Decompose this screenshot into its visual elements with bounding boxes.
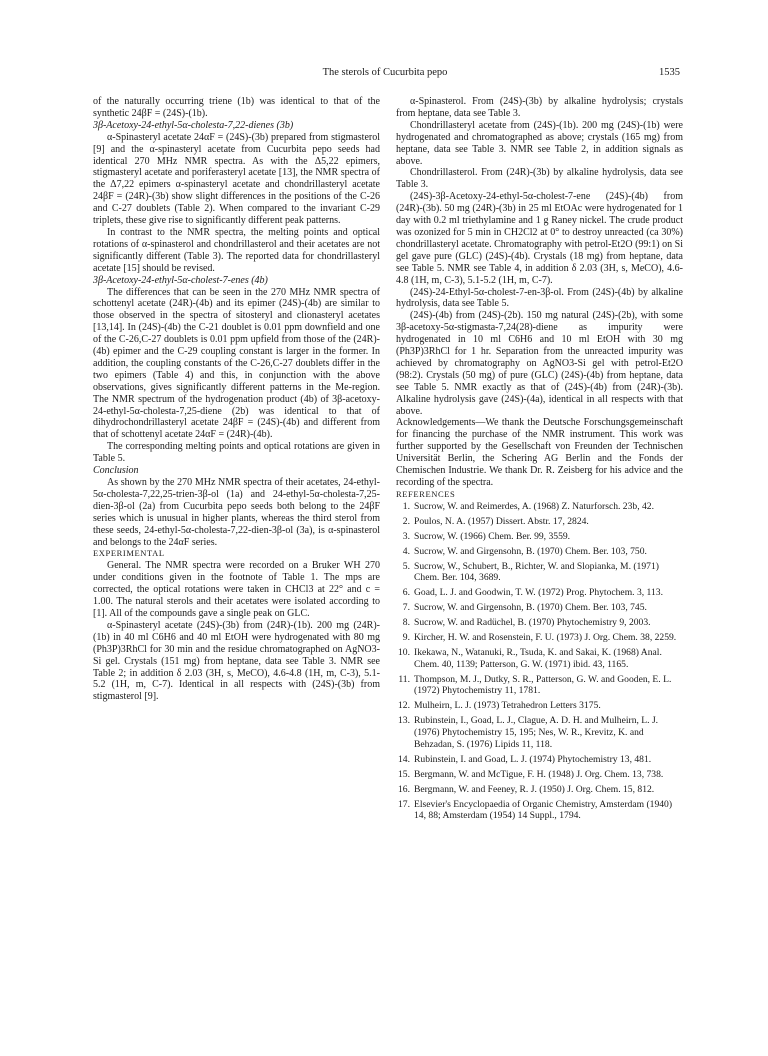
paragraph: Chondrillasterol. From (24R)-(3b) by alkaline hydrolysis, data see Table 3. [396,167,683,191]
reference-number: 17. [398,798,410,810]
reference-item [396,546,683,558]
reference-text: Sucrow, W. and Reimerdes, A. (1968) Z. Naturforsch. 23b, 42. [414,500,654,512]
reference-text: Elsevier's Encyclopaedia of Organic Chemistry, Amsterdam (1940) 14, 88; Amsterdam (1954) 14 Suppl., 1794. [414,798,673,822]
reference-text: Bergmann, W. and Feeney, R. J. (1950) J. Org. Chem. 15, 812. [414,783,655,795]
references-list [396,501,683,822]
paragraph: (24S)-24-Ethyl-5α-cholest-7-en-3β-ol. From (24S)-(4b) by alkaline hydrolysis, data see Table 5. [396,286,683,310]
conclusion-heading: Conclusion [93,465,139,477]
reference-number: 9. [402,632,410,644]
paragraph: α-Spinasteryl acetate (24S)-(3b) from (24R)-(1b). 200 mg (24R)-(1b) in 40 ml C6H6 and 40 ml EtOH were hydrogenated with 80 mg (Ph3P)3RhCl for 30 min and the residue chromatographed on AgNO3-Si gel. Crystals (151 mg) from heptane, data see Table 3. NMR see Table 2; in addition δ 2.03 (3H, s, MeCO), 4.6-4.8 (1H, m, C-3), 5.1-5.2 (1H, m, C-7). Identical in all respects with (24S)-(3b) from stigmasterol [9]. [93,619,380,703]
reference-text: Mulheirn, L. J. (1973) Tetrahedron Letters 3175. [414,700,601,712]
reference-item [396,700,683,712]
reference-number: 12. [398,700,410,712]
right-column [396,96,683,825]
reference-item [396,501,683,513]
reference-item [396,715,683,750]
reference-text: Thompson, M. J., Dutky, S. R., Patterson, G. W. and Gooden, E. L. (1972) Phytochemistry 11, 1781. [414,673,672,697]
reference-item [396,617,683,629]
reference-text: Poulos, N. A. (1957) Dissert. Abstr. 17, 2824. [414,515,589,527]
reference-text: Rubinstein, I. and Goad, L. J. (1974) Phytochemistry 13, 481. [414,753,652,765]
reference-number: 1. [402,500,410,512]
reference-number: 3. [402,530,410,542]
reference-text: Goad, L. J. and Goodwin, T. W. (1972) Prog. Phytochem. 3, 113. [414,587,663,599]
paragraph: (24S)-3β-Acetoxy-24-ethyl-5α-cholest-7-ene (24S)-(4b) from (24R)-(3b). 50 mg (24R)-(3b) in 25 ml EtOAc were hydrogenated for 1 day with 0.2 ml triethylamine and 1 g Raney nickel. The crude product was ozonized for 5 min in CH2Cl2 at 0° to destroy unreacted (ca 30%) chondrillasteryl acetate. Chromatography with petrol-Et2O (99:1) on Si gel gave pure (GLC) (24S)-(4b). Crystals (18 mg) from heptane, data see Table 5. NMR see Table 4, in addition δ 2.03 (3H, s, MeCO), 4.6-4.8 (1H, m, C-3), 5.1-5.2 (1H, m, C-7). [396,191,683,286]
paragraph: General. The NMR spectra were recorded on a Bruker WH 270 under conditions given in the footnote of Table 1. The mps are corrected, the optical rotations were taken in CHCl3 at 22° and c = 1.00. The natural sterols and their acetates were isolated according to [1]. All of the compounds gave a single peak on GLC. [93,560,380,619]
reference-text: Sucrow, W. and Radüchel, B. (1970) Phytochemistry 9, 2003. [414,617,651,629]
reference-item [396,674,683,697]
reference-item [396,561,683,584]
reference-text: Ikekawa, N., Watanuki, R., Tsuda, K. and Sakai, K. (1968) Anal. Chem. 40, 1139; Patterson, G. W. (1971) ibid. 43, 1165. [414,647,662,670]
paragraph: The differences that can be seen in the 270 MHz NMR spectra of schottenyl acetate (24R)-(4b) and its epimer (24S)-(4b) are similar to those observed in the spectra of sitosteryl and clionasteryl acetates [13,14]. In (24S)-(4b) the C-21 doublet is 0.01 ppm downfield and one of the C-26,C-27 doublets is 0.01 ppm upfield from those of the (24R)-(4b) epimer and the C-29 coupling constant is larger in the former. In addition, the coupling constants of the C-26,C-27 doublets differ in the two epimers (Table 4) and this, in conjunction with the above observations, gives significantly different patterns in the Me-region. The NMR spectrum of the hydrogenation product (4b) of 3β-acetoxy-24-ethyl-5α-cholesta-7,25-diene (2b) was identical to that of dihydrochondrillasteryl acetate 24βF = (24S)-(4b) and different from that of schottenyl acetate 24αF = (24R)-(4b). [93,286,380,441]
reference-number: 15. [398,768,410,780]
reference-number: 4. [402,545,410,557]
reference-number: 14. [398,753,410,765]
subsection-heading: 3β-Acetoxy-24-ethyl-5α-cholesta-7,22-dienes (3b) [93,119,294,131]
reference-number: 2. [402,515,410,527]
paragraph: Chondrillasteryl acetate from (24S)-(1b). 200 mg (24S)-(1b) were hydrogenated and chromatographed as above; crystals (165 mg) from heptane, data see Table 3. NMR see Table 2, in addition signals as above. [396,119,683,167]
left-column [93,96,380,703]
references-heading: REFERENCES [396,488,456,499]
reference-item [396,531,683,543]
reference-text: Kircher, H. W. and Rosenstein, F. U. (1973) J. Org. Chem. 38, 2259. [414,632,677,644]
paragraph: In contrast to the NMR spectra, the melting points and optical rotations of α-spinasterol and chondrillasterol and their acetates are not significantly different (Table 3). The reported data for chondrillasteryl acetate [15] should be revised. [93,226,380,274]
reference-number: 10. [398,647,410,659]
experimental-heading: EXPERIMENTAL [93,548,165,559]
reference-item [396,754,683,766]
running-title: The sterols of Cucurbita pepo [322,67,448,78]
reference-text: Sucrow, W. (1966) Chem. Ber. 99, 3559. [414,530,571,542]
paragraph: (24S)-(4b) from (24S)-(2b). 150 mg natural (24S)-(2b), with some 3β-acetoxy-5α-stigmasta-7,24(28)-diene as impurity were hydrogenated in 10 ml C6H6 and 10 ml EtOH with 30 mg (Ph3P)3RhCl for 1 hr. Separation from the unreacted impurity was achieved by chromatography on AgNO3-Si gel with petrol-Et2O (98:2). Crystals (50 mg) of pure (GLC) (24S)-(4b) from heptane, data see Table 5. NMR exactly as that of (24S)-(4b) from (24R)-(3b). Alkaline hydrolysis gave (24S)-(4a), identical in all respects with that above. [396,310,683,417]
reference-item [396,769,683,781]
reference-item [396,784,683,796]
reference-text: Sucrow, W. and Girgensohn, B. (1970) Chem. Ber. 103, 745. [414,602,647,614]
reference-text: Sucrow, W., Schubert, B., Richter, W. and Slopianka, M. (1971) Chem. Ber. 104, 3689. [414,560,659,584]
reference-number: 16. [398,783,410,795]
reference-number: 6. [402,587,410,599]
reference-number: 11. [398,673,410,685]
reference-number: 5. [402,560,410,572]
reference-number: 13. [398,715,410,727]
paragraph: of the naturally occurring triene (1b) was identical to that of the synthetic 24βF = (24S)-(1b). [93,96,380,119]
reference-text: Bergmann, W. and McTigue, F. H. (1948) J. Org. Chem. 13, 738. [414,768,664,780]
reference-item [396,632,683,644]
reference-number: 8. [402,617,410,629]
acknowledgements: Acknowledgements—We thank the Deutsche Forschungsgemeinschaft for financing the purchase of the NMR instrument. This work was further supported by the Gesellschaft von Freunden der Technischen Universität Berlin, the Schering AG Berlin and the Fonds der Chemischen Industrie. We thank Dr. R. Zeisberg for his advice and the recording of the spectra. [396,417,683,488]
reference-item [396,799,683,822]
reference-item [396,587,683,599]
paragraph: α-Spinasterol. From (24S)-(3b) by alkaline hydrolysis; crystals from heptane, data see Table 3. [396,96,683,119]
paragraph: The corresponding melting points and optical rotations are given in Table 5. [93,441,380,465]
subsection-heading: 3β-Acetoxy-24-ethyl-5α-cholest-7-enes (4b) [93,274,268,286]
page-number: 1535 [659,67,680,78]
reference-item [396,602,683,614]
reference-item [396,647,683,670]
reference-number: 7. [402,602,410,614]
reference-text: Rubinstein, I., Goad, L. J., Clague, A. D. H. and Mulheirn, L. J. (1976) Phytochemistry 15, 195; Nes, W. R., Krevitz, K. and Behzadan, S. (1976) Lipids 11, 118. [414,715,659,750]
paragraph: α-Spinasteryl acetate 24αF = (24S)-(3b) prepared from stigmasterol [9] and the α-spinasteryl acetate from Cucurbita pepo seeds had identical 270 MHz NMR spectra. As with the Δ5,22 epimers, stigmasteryl acetate and poriferasteryl acetate [13], the NMR spectra of the Δ7,22 epimers α-spinasteryl acetate and chondrillasteryl acetate 24βF = (24R)-(3b) show slight differences in the positions of the C-26 and C-27 doublets (Table 2). When compared to the invariant C-29 triplets, these give rise to significantly different peak patterns. [93,131,380,227]
reference-text: Sucrow, W. and Girgensohn, B. (1970) Chem. Ber. 103, 750. [414,545,647,557]
reference-item [396,516,683,528]
paragraph: As shown by the 270 MHz NMR spectra of their acetates, 24-ethyl-5α-cholesta-7,22,25-trien-3β-ol (1a) and 24-ethyl-5α-cholesta-7,25-dien-3β-ol (2a) from Cucurbita pepo seeds both belong to the 24βF series which is unusual in higher plants, whereas the third sterol from these seeds, 24-ethyl-5α-cholesta-7,22-dien-3β-ol (3a), is α-spinasterol and belongs to the 24αF series. [93,477,380,548]
running-head [90,66,680,80]
